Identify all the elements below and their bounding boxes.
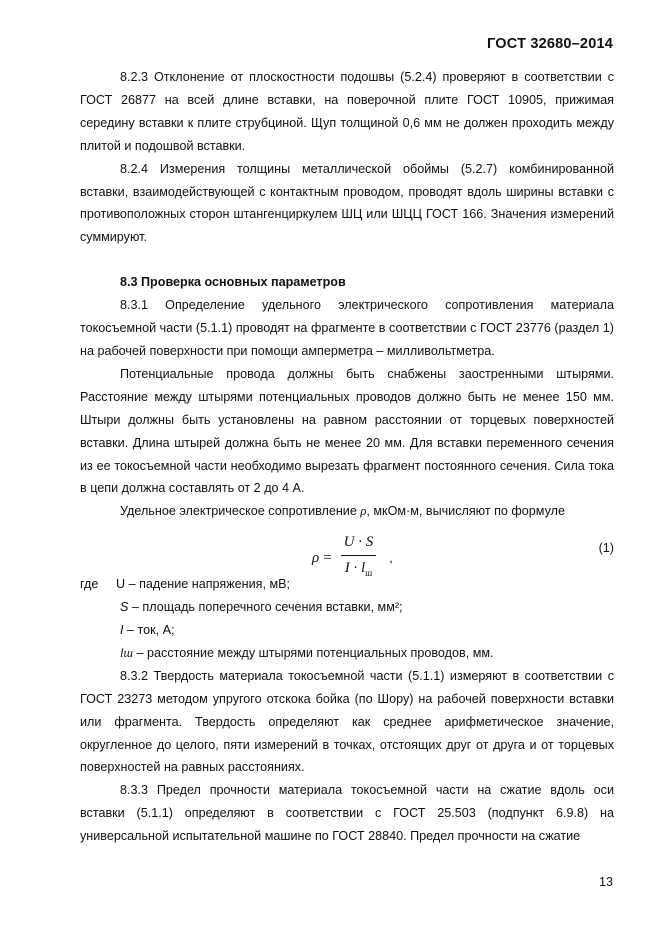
formula-1 <box>312 531 393 585</box>
formula-comma: , <box>389 550 393 565</box>
document-body <box>80 66 614 848</box>
where-label: где <box>80 577 99 592</box>
page-number: 13 <box>598 875 613 889</box>
formula-lhs: ρ <box>312 549 320 566</box>
paragraph-8-2-3: 8.2.3 Отклонение от плоскостности подошвы (5.2.4) проверяют в соответствии с ГОСТ 26877 на всей длине вставки, на поверочной плите ГОСТ 10905, прижимая середину вставки к плите струбциной. Щуп толщиной 0,6 мм не должен проходить между плитой и подошвой вставки. <box>80 70 614 153</box>
standard-designation: ГОСТ 32680–2014 <box>487 36 613 52</box>
def-i: I – ток, А; <box>120 623 175 638</box>
equation-number: (1) <box>598 541 614 556</box>
paragraph-8-3-3: 8.3.3 Предел прочности материала токосъемной части на сжатие вдоль оси вставки (5.1.1) определяют в соответствии с ГОСТ 25.503 (подпункт 6.9.8) на универсальной испытательной машине по ГОСТ 28840. Предел прочности на сжатие <box>80 783 614 844</box>
paragraph-8-2-4: 8.2.4 Измерения толщины металлической обоймы (5.2.7) комбинированной вставки, взаимодействующей с контактным проводом, проводят вдоль ширины вставки с противоположных сторон штангенциркулем ШЦ или ШЦЦ ГОСТ 166. Значения измерений суммируют. <box>80 161 614 245</box>
def-s: S – площадь поперечного сечения вставки, мм²; <box>120 600 403 615</box>
formula-numerator: U · S <box>343 534 374 551</box>
def-u: U – падение напряжения, мВ; <box>116 577 291 592</box>
def-l: lш – расстояние между штырями потенциальных проводов, мм. <box>120 645 494 660</box>
formula-fraction <box>340 531 378 585</box>
section-heading-8-3: 8.3 Проверка основных параметров <box>120 275 346 290</box>
formula-row <box>80 525 614 579</box>
paragraph-8-3-1: 8.3.1 Определение удельного электрического сопротивления материала токосъемной части (5.1.1) проводят на фрагменте в соответствии с ГОСТ 23776 (раздел 1) на рабочей поверхности при помощи амперметра – милливольтметра. <box>80 298 614 358</box>
formula-intro: Удельное электрическое сопротивление ρ, мкОм·м, вычисляют по формуле <box>120 504 565 519</box>
paragraph-potential-wires: Потенциальные провода должны быть снабжены заостренными штырями. Расстояние между штырями потенциальных проводов должно быть не менее 150 мм. Штыри должны быть установлены на равном расстоянии от торцевых поверхностей вставки. Длина штырей должна быть не менее 20 мм. Для вставки переменного сечения из ее токосъемной части необходимо вырезать фрагмент постоянного сечения. Сила тока в цепи должна составлять от 2 до 4 А. <box>80 366 614 496</box>
rho-symbol: ρ <box>360 504 367 519</box>
formula-equals: = <box>323 549 332 566</box>
formula-denominator: $I \cdot l_ш$ <box>341 555 376 585</box>
spacer <box>80 249 614 271</box>
paragraph-8-3-2: 8.3.2 Твердость материала токосъемной части (5.1.1) измеряют в соответствии с ГОСТ 23273 методом упругого отскока бойка (по Шору) на рабочей поверхности вставки или фрагмента. Твердость определяют как среднее арифметическое значение, округленное до целого, пяти измерений в точках, отстоящих друг от друга и от торцевых поверхностей на равных расстояниях. <box>80 668 614 775</box>
